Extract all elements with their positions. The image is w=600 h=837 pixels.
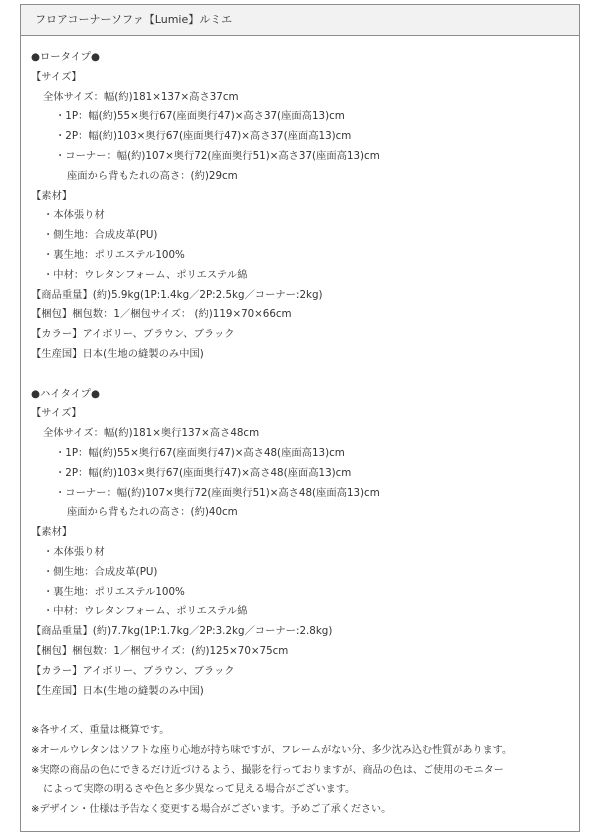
low-package: 【梱包】梱包数：1／梱包サイズ： (約)119×70×66cm [31, 308, 292, 321]
high-color: 【カラー】アイボリー、ブラウン、ブラック [31, 664, 235, 677]
spec-content [21, 36, 579, 820]
note-line: によって実際の明るさや色と多少異なって見える場合がございます。 [43, 784, 356, 796]
high-material-2: ・側生地：合成皮革(PU) [43, 565, 158, 578]
high-material-1: ・本体張り材 [43, 545, 105, 558]
low-2p-size: ・2P：幅(約)103×奥行67(座面奥行47)×高さ37(座面高13)cm [55, 130, 352, 143]
high-size-label: 【サイズ】 [31, 407, 82, 420]
low-back-height: 座面から背もたれの高さ：(約)29cm [67, 169, 238, 182]
high-origin: 【生産国】日本(生地の縫製のみ中国) [31, 684, 204, 697]
note-line: ※各サイズ、重量は概算です。 [31, 725, 170, 737]
high-material-label: 【素材】 [31, 526, 73, 539]
low-origin: 【生産国】日本(生地の縫製のみ中国) [31, 347, 204, 360]
low-size-label: 【サイズ】 [31, 70, 82, 83]
spec-table [20, 4, 580, 832]
low-material-1: ・本体張り材 [43, 209, 105, 222]
high-corner-size: ・コーナー：幅(約)107×奥行72(座面奥行51)×高さ48(座面高13)cm [55, 486, 380, 499]
product-title: フロアコーナーソファ【Lumie】ルミエ [21, 5, 579, 36]
note-line: ※実際の商品の色にできるだけ近づけるよう、撮影を行っておりますが、商品の色は、ご使用のモニター [31, 764, 504, 776]
low-corner-size: ・コーナー：幅(約)107×奥行72(座面奥行51)×高さ37(座面高13)cm [55, 149, 380, 162]
low-type-heading: ●ロータイプ● [31, 51, 100, 63]
low-material-3: ・裏生地：ポリエステル100% [43, 248, 185, 261]
high-back-height: 座面から背もたれの高さ：(約)40cm [67, 506, 238, 519]
section-spacer [31, 701, 579, 721]
low-color: 【カラー】アイボリー、ブラウン、ブラック [31, 328, 235, 341]
note-line: ※デザイン・仕様は予告なく変更する場合がございます。予めご了承ください。 [31, 804, 392, 816]
low-material-label: 【素材】 [31, 189, 73, 202]
low-material-2: ・側生地：合成皮革(PU) [43, 229, 158, 242]
low-1p-size: ・1P：幅(約)55×奥行67(座面奥行47)×高さ37(座面高13)cm [55, 110, 345, 123]
high-material-4: ・中材：ウレタンフォーム、ポリエステル綿 [43, 605, 248, 618]
note-line: ※オールウレタンはソフトな座り心地が持ち味ですが、フレームがない分、多少沈み込む性質があります。 [31, 744, 513, 756]
low-material-4: ・中材：ウレタンフォーム、ポリエステル綿 [43, 268, 248, 281]
high-1p-size: ・1P：幅(約)55×奥行67(座面奥行47)×高さ48(座面高13)cm [55, 446, 345, 459]
section-spacer [31, 365, 579, 385]
high-material-3: ・裏生地：ポリエステル100% [43, 585, 185, 598]
high-2p-size: ・2P：幅(約)103×奥行67(座面奥行47)×高さ48(座面高13)cm [55, 466, 352, 479]
high-type-heading: ●ハイタイプ● [31, 387, 100, 400]
high-weight: 【商品重量】(約)7.7kg(1P:1.7kg／2P:3.2kg／コーナー:2.8kg) [31, 625, 333, 638]
low-weight: 【商品重量】(約)5.9kg(1P:1.4kg／2P:2.5kg／コーナー:2kg) [31, 288, 323, 301]
high-package: 【梱包】梱包数：1／梱包サイズ：(約)125×70×75cm [31, 644, 289, 657]
low-overall-size: 全体サイズ：幅(約)181×137×高さ37cm [43, 90, 239, 103]
high-overall-size: 全体サイズ：幅(約)181×奥行137×高さ48cm [43, 427, 260, 440]
